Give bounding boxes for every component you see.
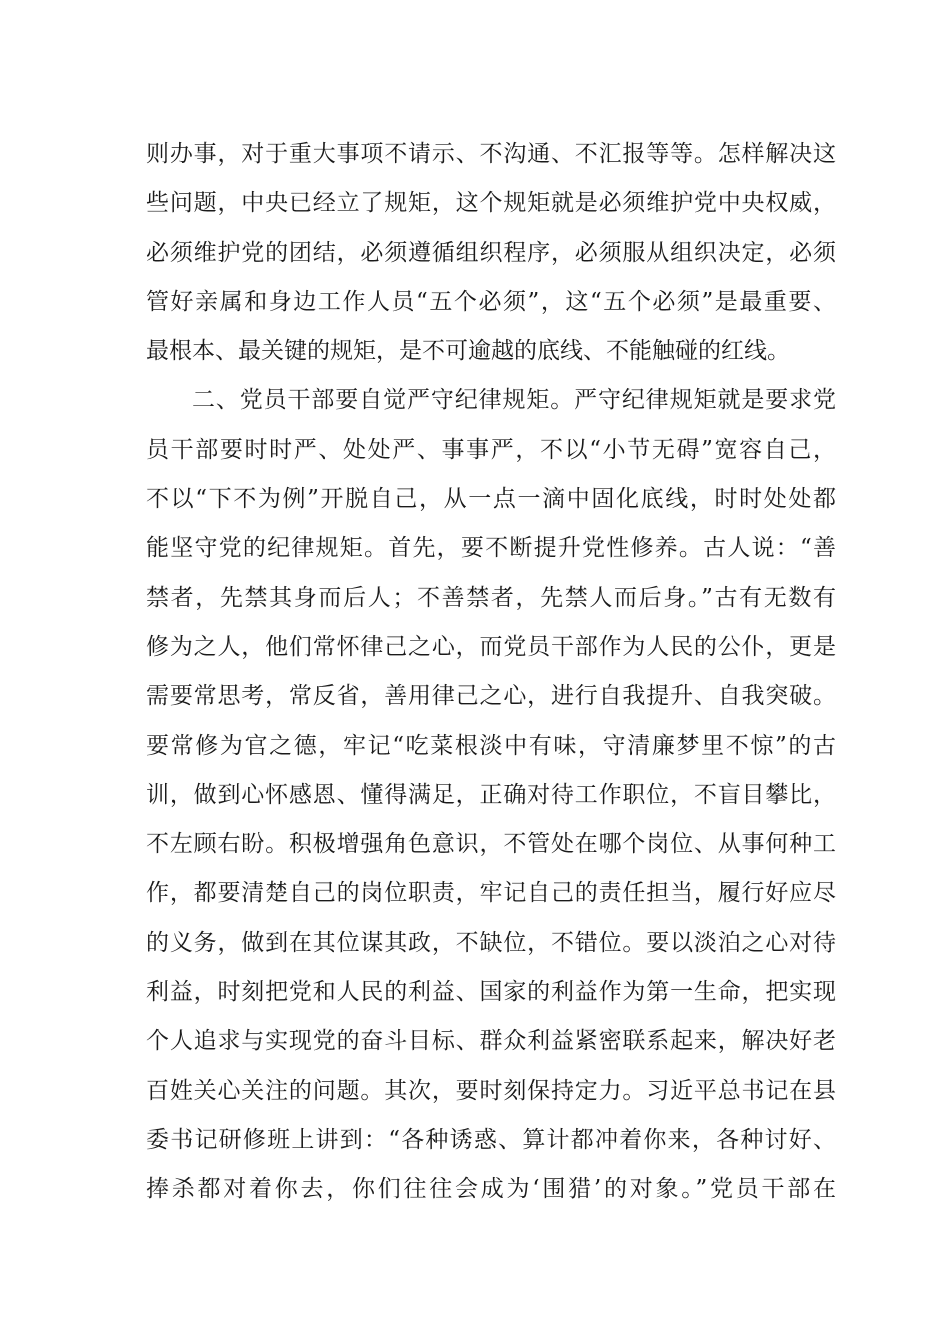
text-line: 的义务，做到在其位谋其政，不缺位，不错位。要以淡泊之心对待: [146, 929, 836, 956]
text-line: 需要常思考，常反省，善用律己之心，进行自我提升、自我突破。: [146, 683, 836, 710]
text-line: 委书记研修班上讲到：“各种诱惑、算计都冲着你来，各种讨好、: [146, 1126, 836, 1153]
text-line: 百姓关心关注的问题。其次，要时刻保持定力。习近平总书记在县: [146, 1077, 836, 1104]
text-line: 管好亲属和身边工作人员“五个必须”，这“五个必须”是最重要、: [146, 288, 836, 315]
text-line: 不左顾右盼。积极增强角色意识，不管处在哪个岗位、从事何种工: [146, 831, 836, 858]
text-line: 能坚守党的纪律规矩。首先，要不断提升党性修养。古人说：“善: [146, 535, 836, 562]
text-line: 要常修为官之德，牢记“吃菜根淡中有味，守清廉梦里不惊”的古: [146, 732, 836, 759]
text-line: 利益，时刻把党和人民的利益、国家的利益作为第一生命，把实现: [146, 979, 836, 1006]
text-line: 禁者，先禁其身而后人；不善禁者，先禁人而后身。”古有无数有: [146, 584, 836, 611]
text-line: 训，做到心怀感恩、懂得满足，正确对待工作职位，不盲目攀比，: [146, 781, 836, 808]
text-line: 个人追求与实现党的奋斗目标、群众利益紧密联系起来，解决好老: [146, 1028, 836, 1055]
paragraph: [146, 130, 836, 376]
document-body: [146, 130, 836, 1215]
text-line: 最根本、最关键的规矩，是不可逾越的底线、不能触碰的红线。: [146, 338, 790, 365]
paragraph: [146, 376, 836, 1214]
text-line: 捧杀都对着你去，你们往往会成为‘围猎’的对象。”党员干部在: [146, 1176, 836, 1203]
text-line: 不以“下不为例”开脱自己，从一点一滴中固化底线，时时处处都: [146, 486, 836, 513]
text-line: 些问题，中央已经立了规矩，这个规矩就是必须维护党中央权威，: [146, 190, 836, 217]
text-line: 必须维护党的团结，必须遵循组织程序，必须服从组织决定，必须: [146, 239, 836, 266]
text-line: 员干部要时时严、处处严、事事严，不以“小节无碍”宽容自己，: [146, 436, 836, 463]
text-line: 二、党员干部要自觉严守纪律规矩。严守纪律规矩就是要求党: [192, 387, 836, 414]
text-line: 则办事，对于重大事项不请示、不沟通、不汇报等等。怎样解决这: [146, 141, 836, 167]
text-line: 修为之人，他们常怀律己之心，而党员干部作为人民的公仆，更是: [146, 633, 836, 660]
text-line: 作，都要清楚自己的岗位职责，牢记自己的责任担当，履行好应尽: [146, 880, 836, 907]
